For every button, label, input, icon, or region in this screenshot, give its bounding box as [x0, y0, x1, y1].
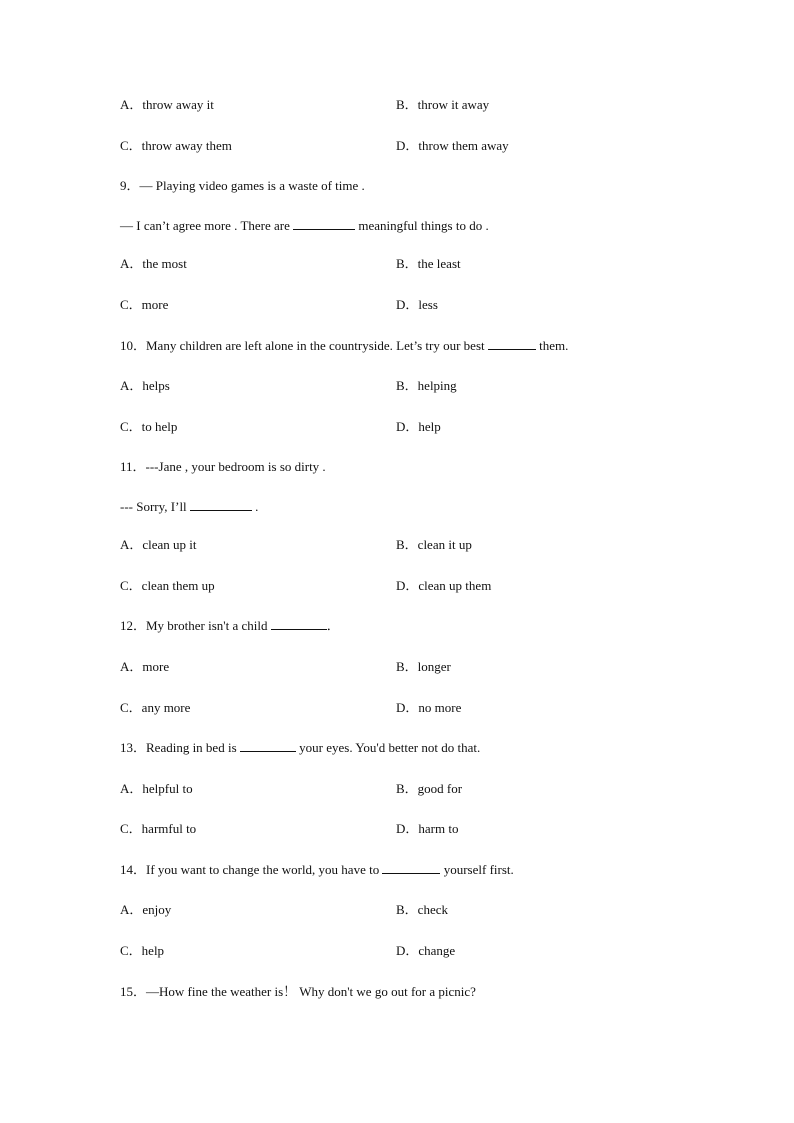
q12-option-b: B．longer — [396, 659, 451, 674]
q13-stem — [120, 740, 480, 756]
q9-option-a: A．the most — [120, 256, 187, 271]
q11-stem-line1: 11．---Jane , your bedroom is so dirty . — [120, 459, 326, 474]
q14-answer-blank — [382, 862, 440, 874]
q10-text-before: 10．Many children are left alone in the countryside. Let’s try our best — [120, 338, 488, 353]
q10-option-d: D．help — [396, 419, 441, 434]
q13-option-d: D．harm to — [396, 821, 459, 836]
q14-stem — [120, 862, 514, 878]
q11-option-c: C．clean them up — [120, 578, 215, 593]
q13-answer-blank — [240, 740, 296, 752]
q9-option-b: B．the least — [396, 256, 461, 271]
q10-text-after: them. — [535, 338, 569, 353]
q14-text-after: yourself first. — [440, 862, 514, 877]
q11-stem-line2 — [120, 499, 258, 515]
q14-option-c: C．help — [120, 943, 165, 958]
q9-text-after: meaningful things to do . — [355, 218, 489, 233]
q13-text-after: your eyes. You'd better not do that. — [295, 740, 481, 755]
q9-text-before: — I can’t agree more . There are — [120, 218, 294, 233]
q13-text-before: 13．Reading in bed is — [120, 740, 240, 755]
q11-option-a: A．clean up it — [120, 537, 197, 552]
q10-answer-blank — [488, 338, 536, 350]
q14-option-b: B．check — [396, 902, 448, 917]
q13-option-c: C．harmful to — [120, 821, 197, 836]
q12-text-after: ． — [326, 618, 340, 633]
q8-option-d: D．throw them away — [396, 138, 509, 153]
q11-text-after: . — [251, 499, 259, 514]
q11-text-before: --- Sorry, I’ll — [120, 499, 190, 514]
q9-answer-blank — [293, 218, 355, 230]
q15-stem-line1: 15．—How fine the weather is！ Why don't we go out for a picnic? — [120, 984, 476, 999]
q9-option-d: D．less — [396, 297, 438, 312]
q12-option-c: C．any more — [120, 700, 191, 715]
q9-stem-line1: 9．— Playing video games is a waste of time . — [120, 178, 365, 193]
q14-text-before: 14．If you want to change the world, you have to — [120, 862, 383, 877]
q12-option-a: A．more — [120, 659, 170, 674]
q10-option-b: B．helping — [396, 378, 457, 393]
q12-option-d: D．no more — [396, 700, 462, 715]
q12-text-before: 12．My brother isn't a child — [120, 618, 271, 633]
q10-stem — [120, 338, 568, 354]
q14-option-d: D．change — [396, 943, 456, 958]
q9-option-c: C．more — [120, 297, 169, 312]
q10-option-c: C．to help — [120, 419, 178, 434]
q8-option-a: A．throw away it — [120, 97, 214, 112]
q10-option-a: A．helps — [120, 378, 170, 393]
q9-stem-line2 — [120, 218, 489, 234]
q14-option-a: A．enjoy — [120, 902, 172, 917]
q8-option-c: C．throw away them — [120, 138, 232, 153]
q11-option-d: D．clean up them — [396, 578, 492, 593]
q13-option-a: A．helpful to — [120, 781, 193, 796]
q12-answer-blank — [271, 618, 327, 630]
q12-stem — [120, 618, 340, 634]
q11-answer-blank — [190, 499, 252, 511]
q13-option-b: B．good for — [396, 781, 463, 796]
q8-option-b: B．throw it away — [396, 97, 490, 112]
q11-option-b: B．clean it up — [396, 537, 472, 552]
